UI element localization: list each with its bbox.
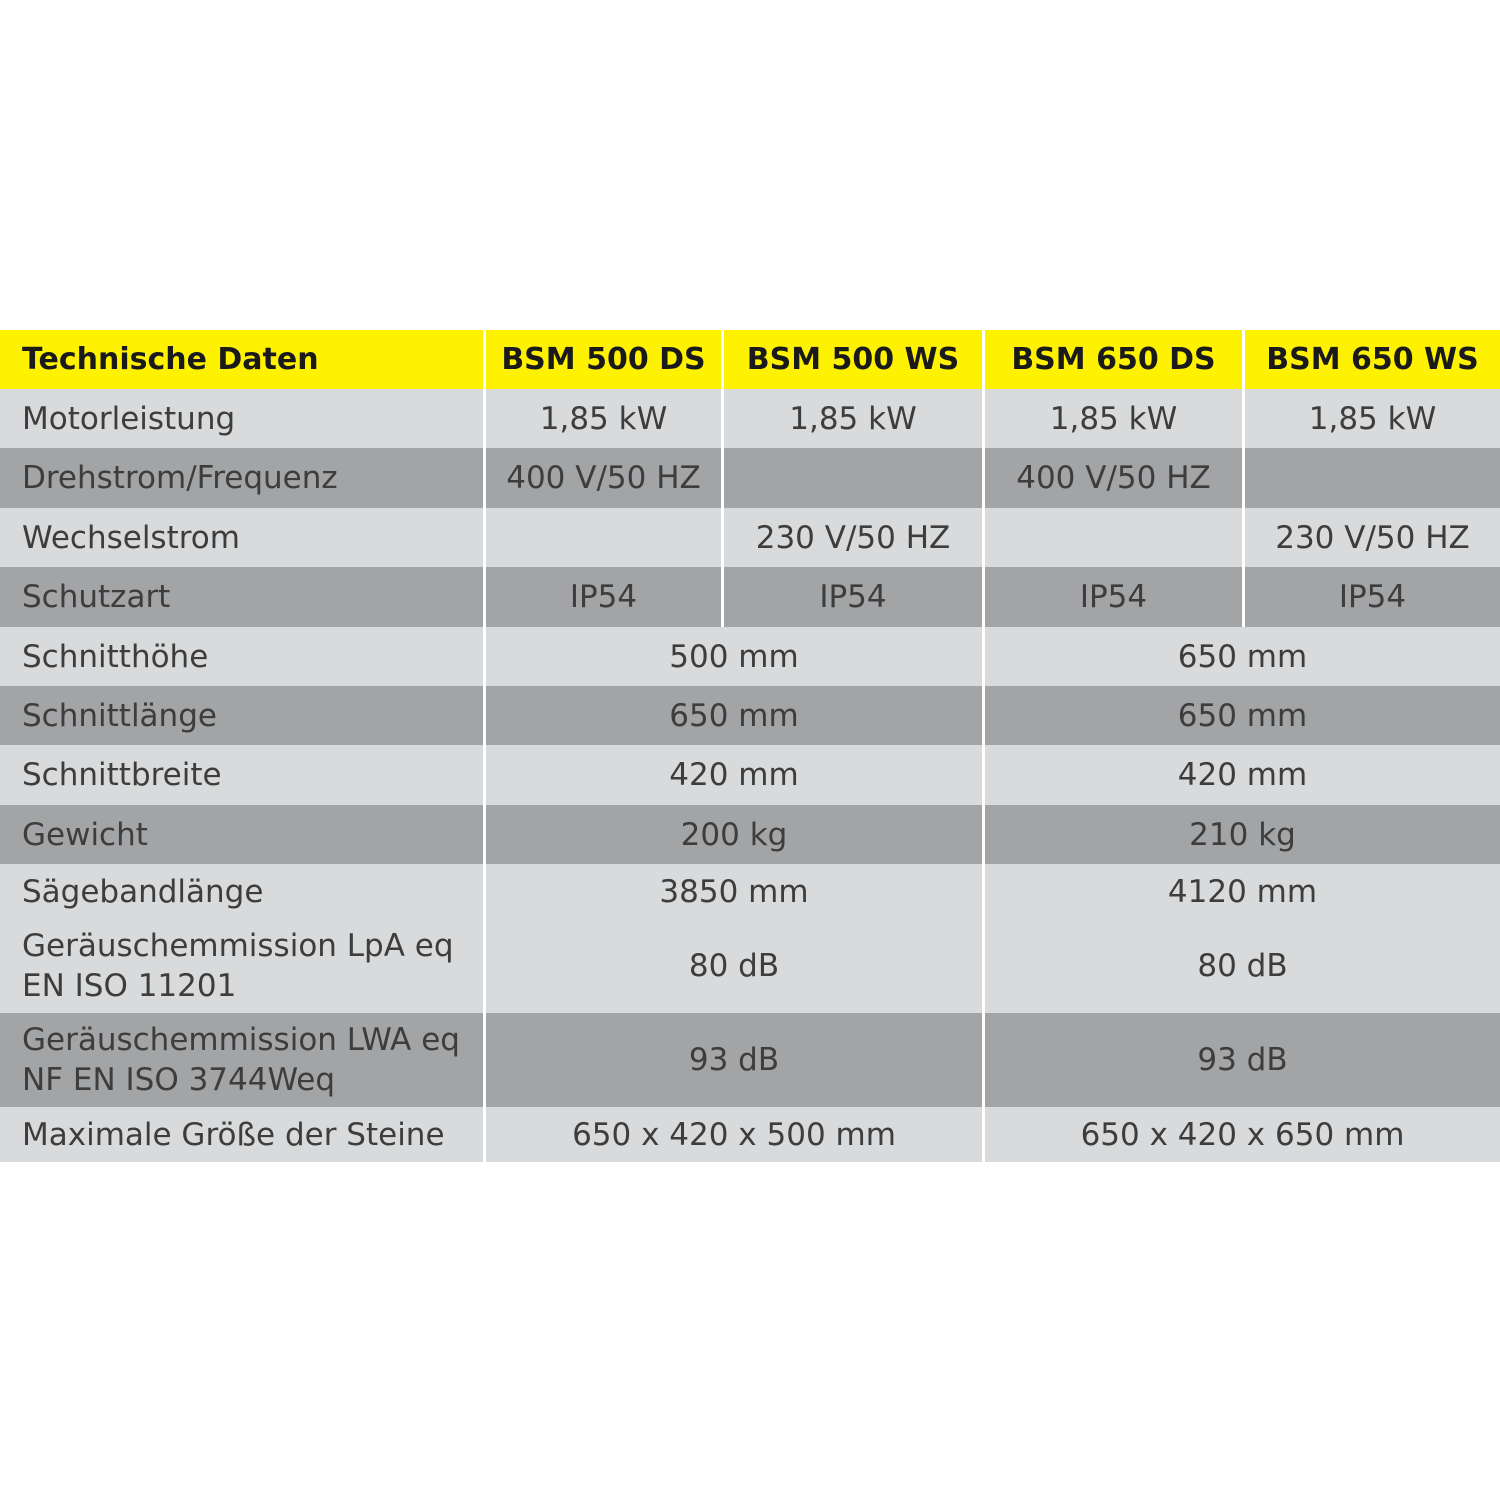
header-bsm-500-ws: BSM 500 WS xyxy=(721,330,982,389)
cell-value xyxy=(982,508,1242,567)
cell-value-500: 650 x 420 x 500 mm xyxy=(483,1107,982,1162)
cell-value: 1,85 kW xyxy=(721,389,982,448)
cell-value xyxy=(721,448,982,508)
row-label xyxy=(0,919,483,1013)
row-label-line1: Geräuschemmission LWA eq xyxy=(22,1022,460,1058)
cell-value: 1,85 kW xyxy=(483,389,721,448)
row-wechselstrom xyxy=(0,508,1500,567)
row-schnittlaenge xyxy=(0,686,1500,745)
cell-value xyxy=(483,508,721,567)
cell-value: 230 V/50 HZ xyxy=(1242,508,1500,567)
cell-value: 1,85 kW xyxy=(982,389,1242,448)
row-label: Motorleistung xyxy=(0,389,483,448)
row-label: Wechselstrom xyxy=(0,508,483,567)
cell-value-650: 650 x 420 x 650 mm xyxy=(982,1107,1500,1162)
cell-value: IP54 xyxy=(1242,567,1500,627)
cell-value-650: 80 dB xyxy=(982,919,1500,1013)
row-drehstrom xyxy=(0,448,1500,508)
row-geraeusch-lpa xyxy=(0,919,1500,1013)
cell-value-650: 650 mm xyxy=(982,686,1500,745)
row-label: Schnittlänge xyxy=(0,686,483,745)
row-saegebandlaenge xyxy=(0,864,1500,919)
header-bsm-650-ds: BSM 650 DS xyxy=(982,330,1242,389)
technical-data-table xyxy=(0,330,1500,1162)
cell-value-500: 93 dB xyxy=(483,1013,982,1107)
cell-value: 400 V/50 HZ xyxy=(982,448,1242,508)
header-bsm-650-ws: BSM 650 WS xyxy=(1242,330,1500,389)
cell-value-650: 420 mm xyxy=(982,745,1500,805)
row-label-line2: EN ISO 11201 xyxy=(22,968,237,1004)
cell-value-500: 3850 mm xyxy=(483,864,982,919)
row-label: Schnittbreite xyxy=(0,745,483,805)
header-row xyxy=(0,330,1500,389)
cell-value: IP54 xyxy=(483,567,721,627)
cell-value-500: 500 mm xyxy=(483,627,982,686)
cell-value-500: 650 mm xyxy=(483,686,982,745)
row-schnitthoehe xyxy=(0,627,1500,686)
row-label: Maximale Größe der Steine xyxy=(0,1107,483,1162)
cell-value-500: 80 dB xyxy=(483,919,982,1013)
header-technische-daten: Technische Daten xyxy=(0,330,483,389)
header-bsm-500-ds: BSM 500 DS xyxy=(483,330,721,389)
cell-value: 400 V/50 HZ xyxy=(483,448,721,508)
row-motorleistung xyxy=(0,389,1500,448)
row-label xyxy=(0,1013,483,1107)
row-label: Schutzart xyxy=(0,567,483,627)
row-label: Schnitthöhe xyxy=(0,627,483,686)
row-schutzart xyxy=(0,567,1500,627)
technical-data-table-wrapper xyxy=(0,330,1500,1162)
cell-value xyxy=(1242,448,1500,508)
cell-value-500: 420 mm xyxy=(483,745,982,805)
row-label-line2: NF EN ISO 3744Weq xyxy=(22,1062,336,1098)
row-label-line1: Geräuschemmission LpA eq xyxy=(22,928,454,964)
row-max-groesse xyxy=(0,1107,1500,1162)
cell-value: 230 V/50 HZ xyxy=(721,508,982,567)
cell-value-650: 650 mm xyxy=(982,627,1500,686)
cell-value-500: 200 kg xyxy=(483,805,982,864)
row-label: Gewicht xyxy=(0,805,483,864)
cell-value-650: 4120 mm xyxy=(982,864,1500,919)
row-geraeusch-lwa xyxy=(0,1013,1500,1107)
cell-value-650: 210 kg xyxy=(982,805,1500,864)
row-label: Drehstrom/Frequenz xyxy=(0,448,483,508)
cell-value: IP54 xyxy=(721,567,982,627)
cell-value-650: 93 dB xyxy=(982,1013,1500,1107)
cell-value: IP54 xyxy=(982,567,1242,627)
row-label: Sägebandlänge xyxy=(0,864,483,919)
row-schnittbreite xyxy=(0,745,1500,805)
row-gewicht xyxy=(0,805,1500,864)
cell-value: 1,85 kW xyxy=(1242,389,1500,448)
